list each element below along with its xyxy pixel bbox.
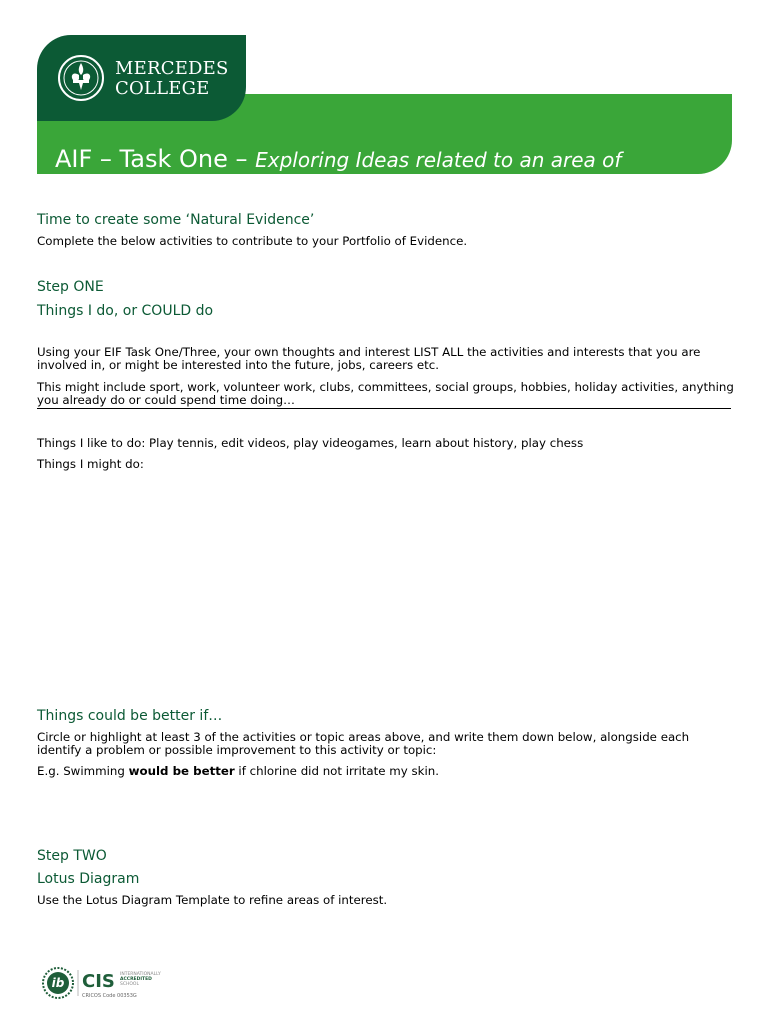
step-two-subheading: Lotus Diagram: [37, 871, 140, 887]
example-text: [37, 765, 737, 778]
title-subtitle: Exploring Ideas related to an area of: [255, 148, 622, 172]
cis-line-2: ACCREDITED: [120, 977, 152, 982]
ib-logo-icon: [43, 968, 73, 998]
page-title: [55, 144, 725, 176]
things-better-heading: Things could be better if…: [37, 708, 223, 724]
logo-line-2: COLLEGE: [115, 78, 210, 99]
accreditation-logos: [42, 966, 182, 1000]
step-one-paragraph-2: This might include sport, work, volunteer work, clubs, committees, social groups, hobbies, holiday activities, anything you already do or could spend time doing…: [37, 380, 734, 407]
logo-line-1: MERCEDES: [115, 58, 229, 79]
example-prefix: E.g. Swimming: [37, 764, 129, 778]
school-logo: [37, 35, 246, 121]
example-bold: would be better: [128, 764, 235, 778]
cricos-code: CRICOS Code 00353G: [82, 993, 137, 999]
natural-evidence-heading: Time to create some ‘Natural Evidence’: [37, 212, 315, 228]
step-one-subheading: Things I do, or COULD do: [37, 303, 214, 319]
cis-mark: CIS: [82, 971, 115, 992]
step-one-paragraph-1: Using your EIF Task One/Three, your own thoughts and interest LIST ALL the activities and interests that you are involved in, or might be interested into the future, jobs, careers etc.: [37, 345, 701, 372]
step-two-heading: Step TWO: [37, 848, 107, 864]
cis-line-3: SCHOOL: [120, 982, 139, 987]
intro-text: Complete the below activities to contribute to your Portfolio of Evidence.: [37, 234, 468, 248]
crest-icon: [57, 54, 105, 102]
cis-logo-icon: [82, 971, 161, 999]
things-i-like-text[interactable]: Things I like to do: Play tennis, edit videos, play videogames, learn about history, play chess: [37, 436, 584, 450]
things-better-instructions: Circle or highlight at least 3 of the activities or topic areas above, and write them down below, alongside each identify a problem or possible improvement to this activity or topic:: [37, 730, 690, 757]
example-suffix: if chlorine did not irritate my skin.: [234, 764, 440, 778]
step-one-heading: Step ONE: [37, 279, 104, 295]
ib-mark: ib: [51, 976, 65, 990]
things-i-might-do-label[interactable]: Things I might do:: [37, 457, 144, 471]
cis-line-1: INTERNATIONALLY: [120, 972, 161, 977]
title-main: AIF – Task One –: [55, 145, 256, 173]
step-two-text: Use the Lotus Diagram Template to refine areas of interest.: [37, 893, 388, 907]
divider: [37, 408, 731, 409]
